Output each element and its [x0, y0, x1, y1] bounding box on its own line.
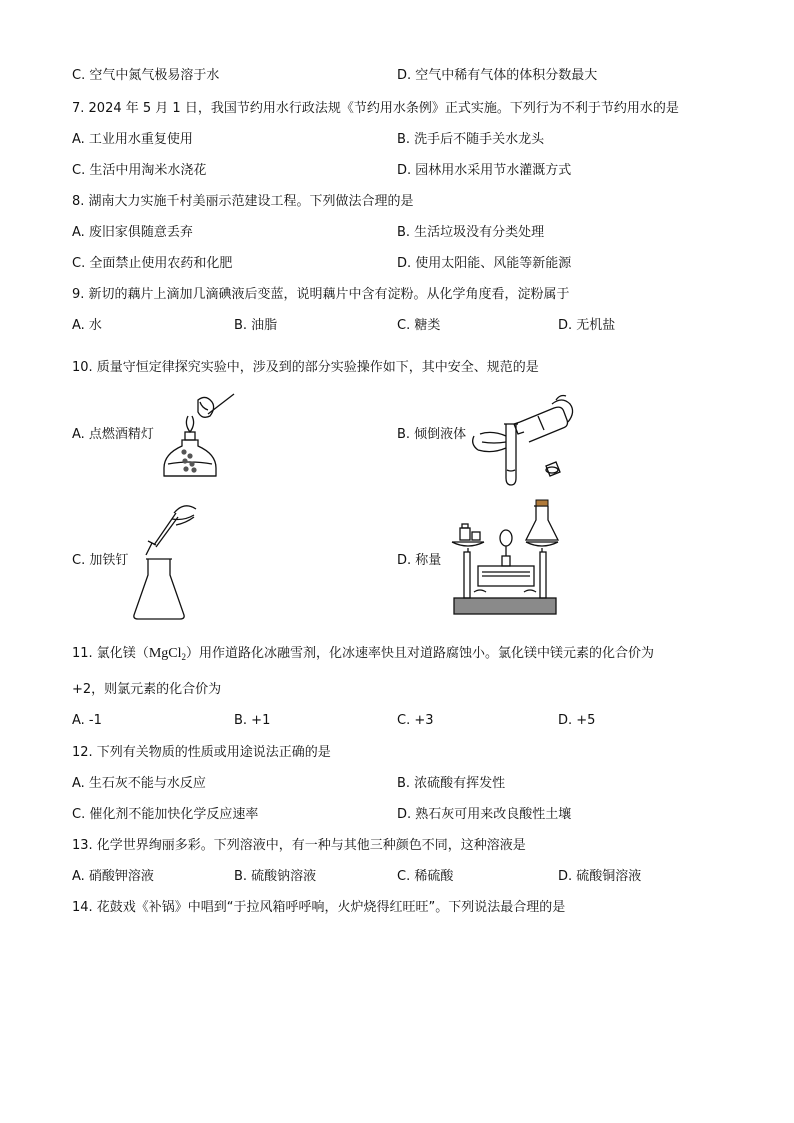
- q11-option-a: A. -1: [72, 713, 102, 728]
- q13-option-c: C. 稀硫酸: [397, 869, 454, 884]
- q11-stem-prefix: 11. 氯化镁（: [72, 646, 149, 661]
- q9-stem: 9. 新切的藕片上滴加几滴碘液后变蓝，说明藕片中含有淀粉。从化学角度看，淀粉属于: [72, 287, 570, 302]
- q7-option-d: D. 园林用水采用节水灌溉方式: [397, 163, 572, 178]
- q6-option-d: D. 空气中稀有气体的体积分数最大: [397, 68, 598, 83]
- q9-option-a: A. 水: [72, 318, 102, 333]
- q8-option-a: A. 废旧家俱随意丢弃: [72, 225, 193, 240]
- pouring-liquid-illustration: [468, 390, 578, 490]
- q14-stem: 14. 花鼓戏《补锅》中唱到“于拉风箱呼呼响，火炉烧得红旺旺”。下列说法最合理的是: [72, 900, 566, 915]
- q13-option-d: D. 硫酸铜溶液: [558, 869, 642, 884]
- q10-option-a: A. 点燃酒精灯: [72, 427, 154, 442]
- q12-option-a: A. 生石灰不能与水反应: [72, 776, 206, 791]
- q10-option-c: C. 加铁钉: [72, 553, 129, 568]
- q12-stem: 12. 下列有关物质的性质或用途说法正确的是: [72, 745, 331, 760]
- q7-stem: 7. 2024 年 5 月 1 日，我国节约用水行政法规《节约用水条例》正式实施。下列行为不利于节约用水的是: [72, 101, 679, 116]
- q11-formula-main: MgCl: [148, 646, 182, 661]
- alcohol-lamp-lighting-illustration: [160, 392, 240, 484]
- q13-option-b: B. 硫酸钠溶液: [234, 869, 317, 884]
- q8-option-b: B. 生活垃圾没有分类处理: [397, 225, 545, 240]
- q11-option-c: C. +3: [397, 713, 434, 728]
- q11-stem-suffix: ）用作道路化冰融雪剂，化冰速率快且对道路腐蚀小。氯化镁中镁元素的化合价为: [186, 646, 655, 661]
- q7-option-b: B. 洗手后不随手关水龙头: [397, 132, 545, 147]
- q13-stem: 13. 化学世界绚丽多彩。下列溶液中，有一种与其他三种颜色不同，这种溶液是: [72, 838, 526, 853]
- q10-option-b: B. 倾倒液体: [397, 427, 467, 442]
- q11-stem-line2: +2，则氯元素的化合价为: [72, 682, 222, 697]
- q8-stem: 8. 湖南大力实施千村美丽示范建设工程。下列做法合理的是: [72, 194, 414, 209]
- q11-option-b: B. +1: [234, 713, 271, 728]
- q12-option-b: B. 浓硫酸有挥发性: [397, 776, 506, 791]
- q13-option-a: A. 硝酸钾溶液: [72, 869, 154, 884]
- balance-weighing-illustration: [450, 500, 560, 620]
- q6-option-c: C. 空气中氮气极易溶于水: [72, 68, 220, 83]
- q10-option-d: D. 称量: [397, 553, 442, 568]
- q9-option-c: C. 糖类: [397, 318, 441, 333]
- q11-stem-line1: [72, 646, 654, 665]
- q8-option-d: D. 使用太阳能、风能等新能源: [397, 256, 572, 271]
- q9-option-b: B. 油脂: [234, 318, 278, 333]
- q12-option-d: D. 熟石灰可用来改良酸性土壤: [397, 807, 572, 822]
- q7-option-c: C. 生活中用淘米水浇花: [72, 163, 207, 178]
- q11-option-d: D. +5: [558, 713, 596, 728]
- q11-formula-subscript: 2: [181, 652, 186, 662]
- adding-iron-nail-illustration: [130, 495, 200, 623]
- q12-option-c: C. 催化剂不能加快化学反应速率: [72, 807, 259, 822]
- q9-option-d: D. 无机盐: [558, 318, 616, 333]
- q7-option-a: A. 工业用水重复使用: [72, 132, 193, 147]
- q8-option-c: C. 全面禁止使用农药和化肥: [72, 256, 233, 271]
- q11-formula: [149, 646, 186, 661]
- q10-stem: 10. 质量守恒定律探究实验中，涉及到的部分实验操作如下，其中安全、规范的是: [72, 360, 539, 375]
